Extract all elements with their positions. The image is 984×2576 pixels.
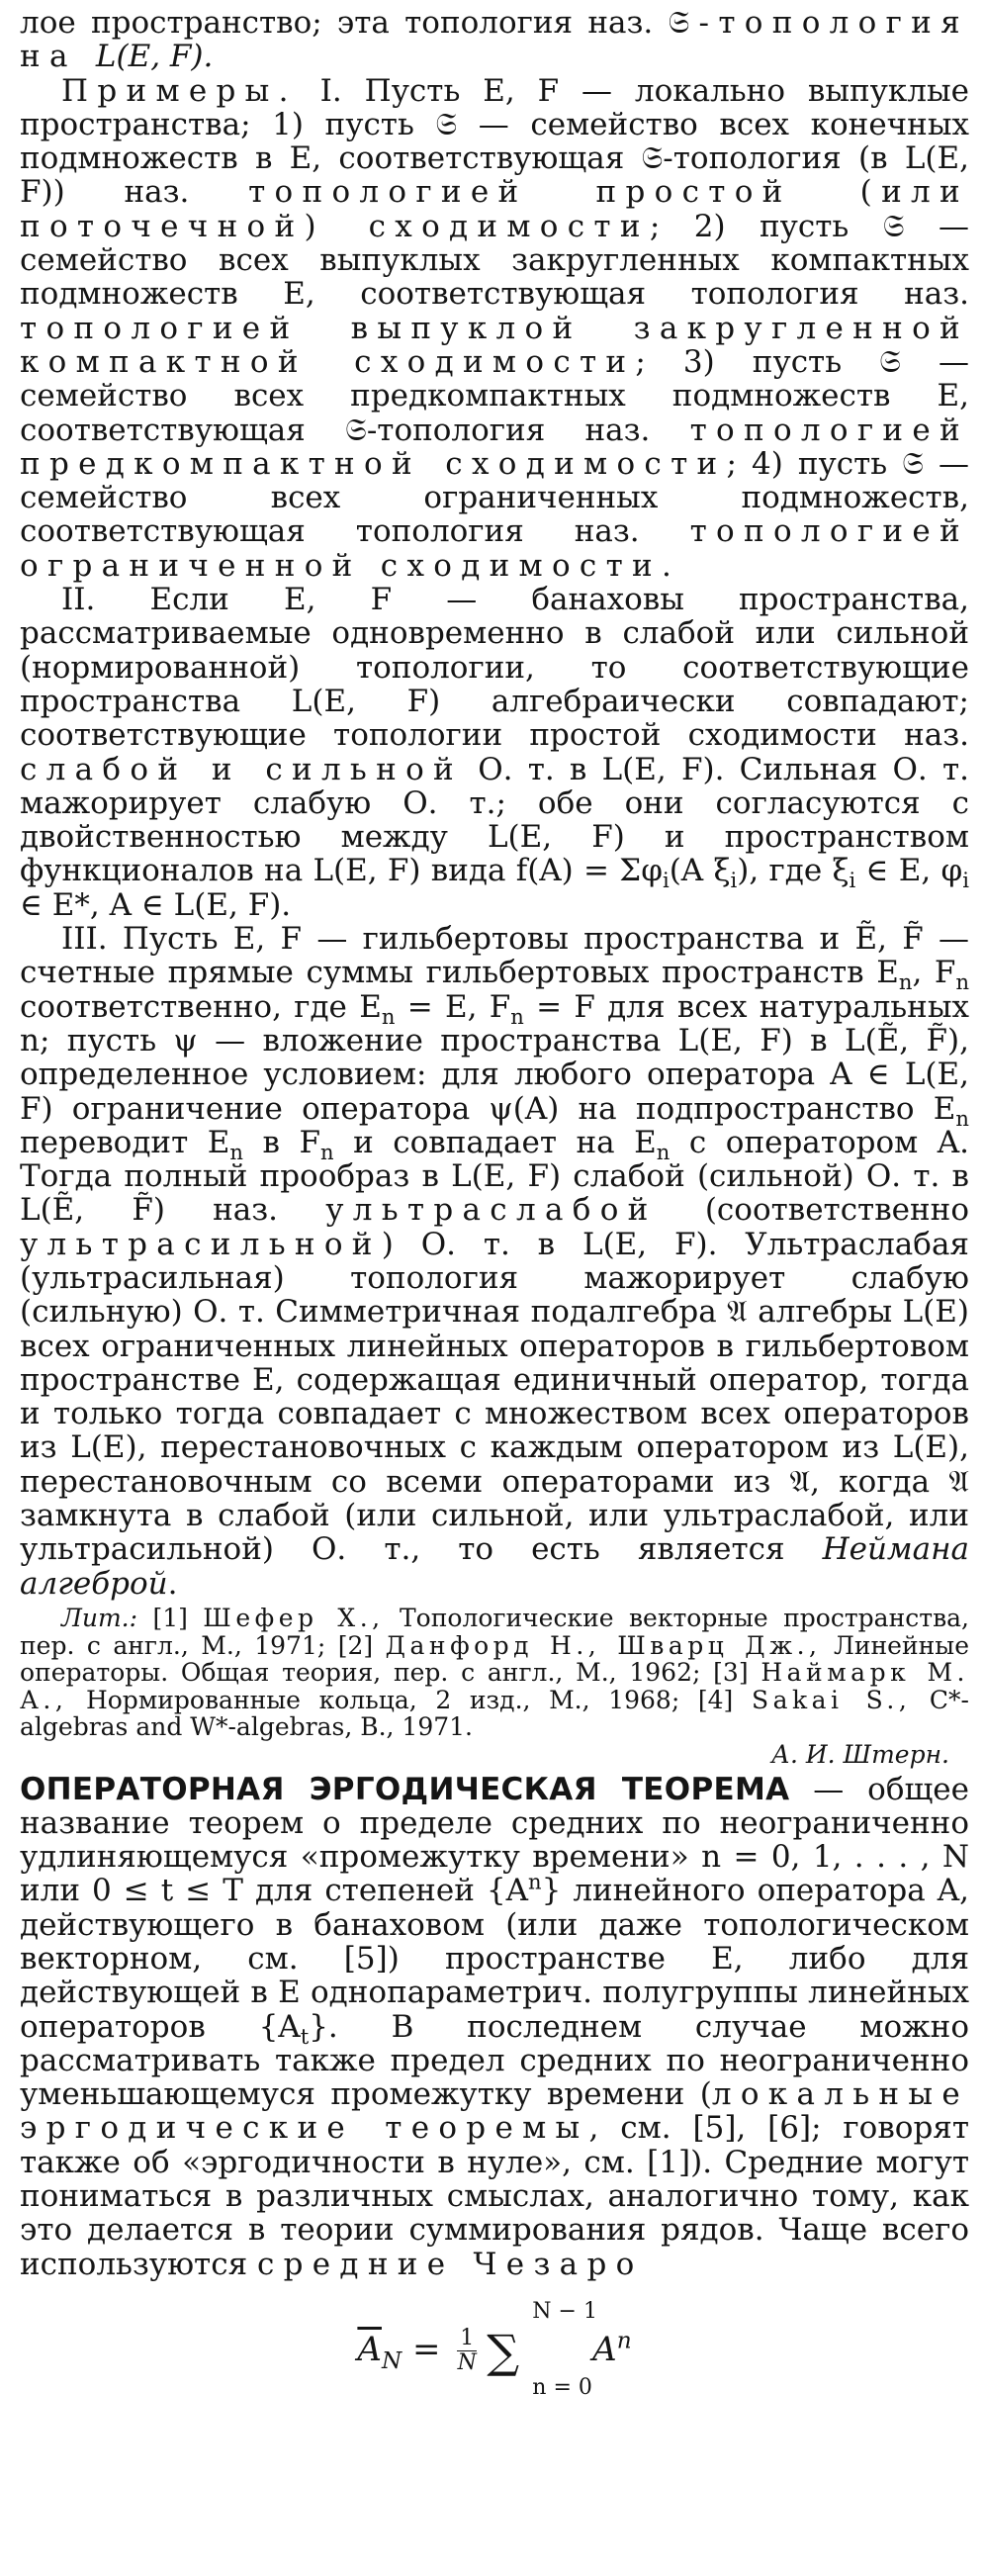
- subscript: i: [962, 868, 969, 893]
- subscript: n: [955, 969, 970, 995]
- sum-lower-limit: n = 0: [532, 2374, 592, 2400]
- text-run: — общее название теорем о пределе средних по неограниченно удлиняющемуся «промежутку времени» n = 0, 1, . . . , N или 0 ≤ t ≤ T для степеней {A: [20, 1771, 969, 1909]
- ref-title: Нормированные кольца, 2 изд., М., 1968;: [67, 1685, 680, 1714]
- sum-sign: ∑: [487, 2324, 520, 2378]
- term-ultrastrong: ультрасильной: [20, 1226, 382, 1262]
- ref-author: Шефер Х.,: [203, 1603, 385, 1632]
- link-neumann-algebra[interactable]: Неймана алгеброй: [20, 1531, 969, 1602]
- paragraph-examples: [20, 74, 969, 583]
- text-run: с оператором A. Тогда полный прообраз в L(E, F) слабой (сильной) О. т. в L(Ẽ, F̃) наз.: [20, 1124, 969, 1229]
- formula-summand: [592, 2330, 631, 2369]
- ref-author: Данфорд Н., Шварц Дж.,: [385, 1630, 822, 1660]
- subscript: i: [849, 868, 856, 893]
- term-ultraweak: ультраслабой: [325, 1192, 658, 1229]
- math-L-E-F: L(E, F).: [95, 39, 214, 75]
- subscript: n: [510, 1003, 524, 1029]
- text-run: ), где ξ: [737, 853, 850, 889]
- superscript: n: [528, 1870, 542, 1895]
- ref-author: Sakai S.,: [751, 1685, 912, 1714]
- text-run: , F: [912, 955, 956, 991]
- formula-sum: [487, 2298, 597, 2400]
- text-run: II. Если E, F — банаховы пространства, рассматриваемые одновременно в слабой или сильной (нормированной) топологии, то соответствующие пространства L(E, F) алгебраически совпадают; соответствующие топологии простой сходимости наз.: [20, 582, 969, 754]
- paragraph-hilbert: [20, 922, 969, 1601]
- text-run: ; 4) пусть 𝔖 — семейство всех ограниченных подмножеств, соответствующая топология наз.: [20, 445, 969, 550]
- paragraph-continuation: [20, 6, 969, 74]
- paragraph-banach: [20, 583, 969, 922]
- text-run: .: [167, 1565, 178, 1602]
- subscript: n: [229, 1139, 243, 1164]
- text-run: ; 3) пусть 𝔖 — семейство всех предкомпактных подмножеств E, соответствующая 𝔖-топология наз.: [20, 343, 969, 448]
- formula-cesaro-mean: [20, 2298, 969, 2414]
- ref-author: Наймарк М. А.,: [20, 1658, 969, 1714]
- formula-lhs-symbol: $\overline{A}$: [357, 2329, 382, 2369]
- text-run: (соответственно: [657, 1192, 969, 1229]
- references-label: Лит.:: [61, 1603, 138, 1632]
- subscript: n: [656, 1139, 671, 1164]
- term-convex-compact-convergence: топологией выпуклой закругленной компактной сходимости: [20, 310, 969, 380]
- formula-fraction: [457, 2327, 477, 2375]
- term-simple-convergence: топологией простой (или поточечной) сходимости: [20, 174, 969, 244]
- text-run: ) О. т. в L(E, F). Ультраслабая (ультрасильная) топология мажорирует слабую (сильную) О. т. Симметричная подалгебра 𝔄 алгебры L(E) всех ограниченных линейных операторов в гильбертовом пространстве E, содержащая единичный оператор, тогда и только тогда совпадает с множеством всех операторов из L(E), перестановочных с каждым оператором из L(E), перестановочным со всеми операторами из 𝔄, когда 𝔄 замкнута в слабой (или сильной, или ультраслабой, или ультрасильной) О. т., то есть является: [20, 1226, 969, 1568]
- fraction-numerator: 1: [457, 2327, 477, 2351]
- article-ergodic-theorem: [20, 1773, 969, 2281]
- text-run: = F для всех натуральных n; пусть ψ — вложение пространства L(E, F) в L(Ẽ, F̃), определенное условием: для любого оператора A ∈ L(E, F) ограничение оператора ψ(A) на подпространство E: [20, 988, 969, 1127]
- term-s-topology: 𝔖-топология на: [20, 5, 969, 75]
- text-run: .: [662, 547, 671, 584]
- term-precompact-convergence: топологией предкомпактной сходимости: [20, 412, 969, 482]
- examples-lead: Примеры.: [61, 72, 298, 109]
- text-run: и совпадает на E: [333, 1124, 657, 1160]
- formula-lhs: [357, 2329, 403, 2374]
- author-signature: А. И. Штерн.: [771, 1739, 949, 1769]
- ref-number: [2]: [325, 1630, 386, 1660]
- sum-upper-limit: N − 1: [532, 2298, 597, 2324]
- subscript: n: [319, 1139, 334, 1164]
- text-run: О. т. в L(E, F). Сильная О. т. мажорирует слабую О. т.; обе они согласуются с двойственностью между L(E, F) и пространством функционалов на L(E, F) вида f(A) = Σφ: [20, 751, 969, 889]
- ref-number: [3]: [700, 1658, 761, 1688]
- text-run: в F: [242, 1124, 320, 1160]
- article-headword: ОПЕРАТОРНАЯ ЭРГОДИЧЕСКАЯ ТЕОРЕМА: [20, 1771, 790, 1807]
- text-run: }. В последнем случае можно рассматривать также предел средних по неограниченно уменьшающемуся промежутку времени (: [20, 2008, 969, 2113]
- summand-symbol: A: [592, 2329, 617, 2369]
- text-run: ∈ E*, A ∈ L(E, F).: [20, 886, 292, 923]
- text-run: переводит E: [20, 1124, 230, 1160]
- text-run: I. Пусть E, F — локально выпуклые пространства; 1) пусть 𝔖 — семейство всех конечных подмножеств в E, соответствующая 𝔖-топология (в L(E, F)) наз.: [20, 72, 969, 211]
- encyclopedia-page: [20, 6, 969, 2414]
- ref-title: Топологические векторные пространства, пер. с англ., М., 1971;: [20, 1603, 969, 1660]
- term-bounded-convergence: топологией ограниченной сходимости: [20, 513, 969, 584]
- text-run: (A ξ: [669, 853, 731, 889]
- subscript: i: [730, 868, 738, 893]
- formula-equals: =: [402, 2329, 452, 2369]
- ref-title: C*-algebras and W*-algebras, В., 1971.: [20, 1685, 970, 1742]
- subscript: n: [381, 1003, 396, 1029]
- term-local-ergodic-theorems: локальные эргодические теоремы: [20, 2076, 969, 2147]
- ref-number: [4]: [679, 1685, 752, 1714]
- ref-number: [1]: [137, 1603, 204, 1632]
- subscript: n: [898, 969, 913, 995]
- text-run: ∈ E, φ: [855, 853, 963, 889]
- subscript: i: [662, 868, 670, 893]
- formula-lhs-subscript: N: [381, 2347, 403, 2374]
- term-weak-strong: слабой и сильной: [20, 751, 463, 787]
- fraction-denominator: N: [457, 2350, 477, 2376]
- text-run: лое пространство; эта топология наз.: [20, 5, 669, 41]
- references-list: [20, 1605, 969, 1741]
- text-run: } линейного оператора A, действующего в банаховом (или даже топологическом векторном, см. [5]) пространстве E, либо для действующей в E однопараметрич. полугруппы линейных операторов {A: [20, 1873, 970, 2045]
- references: [20, 1605, 969, 1769]
- text-run: = E, F: [395, 988, 511, 1025]
- subscript: t: [300, 2023, 310, 2049]
- text-run: III. Пусть E, F — гильбертовы пространства и Ẽ, F̃ — счетные прямые суммы гильбертовых пространств E: [20, 921, 969, 991]
- text-run: ; 2) пусть 𝔖 — семейство всех выпуклых закругленных компактных подмножеств E, соответствующая топология наз.: [20, 208, 969, 313]
- text-run: , см. [5], [6]; говорят также об «эргодичности в нуле», см. [1]). Средние могут пониматься в различных смыслах, аналогично тому, как это делается в теории суммирования рядов. Чаще всего используются: [20, 2110, 970, 2282]
- text-run: соответственно, где E: [20, 988, 382, 1025]
- summand-exponent: n: [616, 2328, 632, 2354]
- subscript: n: [955, 1105, 969, 1131]
- ref-title: Линейные операторы. Общая теория, пер. с англ., М., 1962;: [20, 1630, 969, 1688]
- term-cesaro-means: средние Чезаро: [256, 2246, 644, 2282]
